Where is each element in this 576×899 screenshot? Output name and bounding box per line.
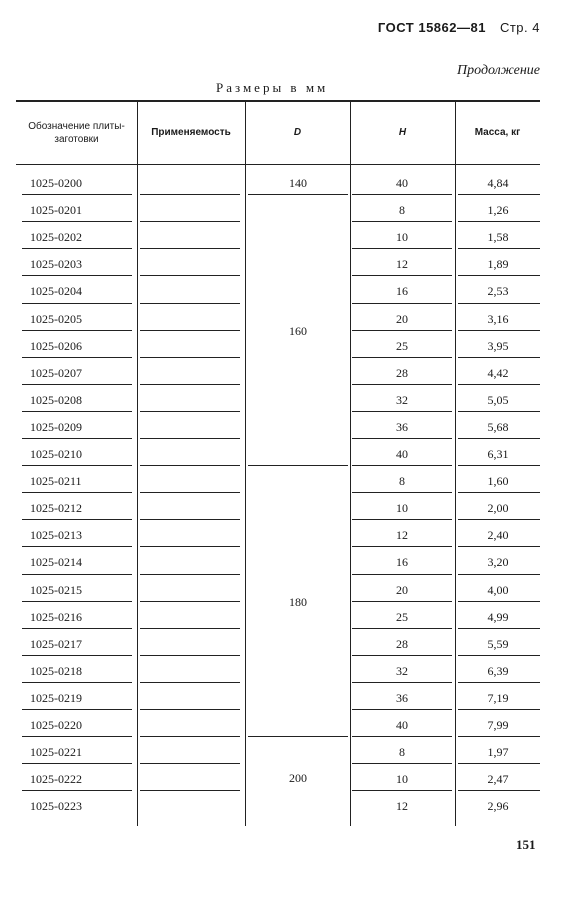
row-rule <box>352 790 452 791</box>
cell-d: 140 <box>289 176 307 190</box>
row-rule <box>22 736 132 737</box>
cell-designation: 1025-0218 <box>30 663 82 678</box>
cell-designation: 1025-0221 <box>30 745 82 760</box>
row-rule <box>140 303 240 304</box>
continuation-label: Продолжение <box>457 63 540 78</box>
cell-h: 36 <box>396 419 408 434</box>
row-rule <box>458 465 540 466</box>
row-rule <box>458 655 540 656</box>
page-header <box>378 20 540 35</box>
row-rule <box>22 763 132 764</box>
row-rule <box>22 628 132 629</box>
row-rule <box>458 248 540 249</box>
cell-mass: 5,05 <box>487 392 509 407</box>
column-header-h: H <box>398 127 407 138</box>
row-rule <box>458 574 540 575</box>
row-rule <box>22 492 132 493</box>
cell-d: 180 <box>289 594 307 609</box>
cell-designation: 1025-0207 <box>30 365 82 380</box>
row-rule <box>458 628 540 629</box>
cell-h: 10 <box>396 501 408 516</box>
units-caption: Размеры в мм <box>216 80 329 95</box>
cell-mass: 2,47 <box>487 772 509 787</box>
page-label: Стр. 4 <box>499 20 540 35</box>
cell-h: 25 <box>396 338 408 353</box>
cell-h: 8 <box>399 745 405 760</box>
cell-h: 32 <box>396 663 408 678</box>
cell-h: 8 <box>399 203 405 218</box>
row-rule <box>352 411 452 412</box>
cell-designation: 1025-0210 <box>30 447 82 461</box>
row-rule <box>22 330 132 331</box>
cell-mass: 1,89 <box>487 257 509 272</box>
cell-h: 10 <box>396 772 408 787</box>
cell-h: 12 <box>396 257 408 272</box>
cell-mass: 5,59 <box>487 636 509 651</box>
row-rule <box>22 465 132 466</box>
cell-designation: 1025-0222 <box>30 772 82 787</box>
row-rule <box>140 709 240 710</box>
cell-designation: 1025-0202 <box>30 230 82 245</box>
row-rule <box>352 330 452 331</box>
row-rule <box>352 546 452 547</box>
row-rule <box>140 546 240 547</box>
row-rule <box>22 709 132 710</box>
cell-mass: 7,99 <box>487 718 509 732</box>
cell-mass: 2,96 <box>487 799 509 814</box>
row-rule <box>352 763 452 764</box>
row-rule <box>140 574 240 575</box>
cell-designation: 1025-0211 <box>30 474 82 489</box>
cell-mass: 1,26 <box>487 203 509 218</box>
row-rule <box>22 384 132 385</box>
row-rule <box>458 519 540 520</box>
column-divider <box>137 101 138 826</box>
row-rule <box>140 790 240 791</box>
cell-mass: 2,00 <box>487 501 509 516</box>
cell-designation: 1025-0204 <box>30 284 82 299</box>
cell-h: 36 <box>396 690 408 705</box>
row-rule <box>140 275 240 276</box>
cell-mass: 3,95 <box>487 338 509 353</box>
row-rule <box>140 736 240 737</box>
row-rule <box>458 763 540 764</box>
row-rule <box>22 519 132 520</box>
cell-mass: 4,99 <box>487 609 509 624</box>
row-rule <box>140 465 240 466</box>
cell-h: 16 <box>396 284 408 299</box>
row-rule <box>22 438 132 439</box>
cell-mass: 2,53 <box>487 284 509 299</box>
cell-mass: 4,84 <box>487 176 509 190</box>
row-rule <box>352 601 452 602</box>
cell-designation: 1025-0216 <box>30 609 82 624</box>
cell-designation: 1025-0214 <box>30 555 82 570</box>
row-rule <box>140 357 240 358</box>
row-rule <box>140 519 240 520</box>
column-header-mass: Масса, кг <box>474 127 521 138</box>
cell-designation: 1025-0200 <box>30 176 82 190</box>
cell-designation: 1025-0217 <box>30 636 82 651</box>
group-rule <box>248 194 348 195</box>
cell-mass: 1,97 <box>487 745 509 760</box>
row-rule <box>140 411 240 412</box>
cell-designation: 1025-0203 <box>30 257 82 272</box>
cell-designation: 1025-0213 <box>30 528 82 543</box>
row-rule <box>458 546 540 547</box>
row-rule <box>22 248 132 249</box>
row-rule <box>458 384 540 385</box>
cell-h: 40 <box>396 718 408 732</box>
row-rule <box>352 736 452 737</box>
row-rule <box>352 492 452 493</box>
row-rule <box>140 384 240 385</box>
row-rule <box>352 709 452 710</box>
row-rule <box>458 601 540 602</box>
cell-designation: 1025-0208 <box>30 392 82 407</box>
row-rule <box>458 303 540 304</box>
row-rule <box>22 574 132 575</box>
row-rule <box>352 682 452 683</box>
row-rule <box>22 655 132 656</box>
cell-mass: 6,31 <box>487 447 509 461</box>
cell-h: 8 <box>399 474 405 489</box>
row-rule <box>458 411 540 412</box>
cell-designation: 1025-0223 <box>30 799 82 814</box>
cell-designation: 1025-0220 <box>30 718 82 732</box>
row-rule <box>352 519 452 520</box>
row-rule <box>140 655 240 656</box>
row-rule <box>140 763 240 764</box>
row-rule <box>22 275 132 276</box>
row-rule <box>140 492 240 493</box>
row-rule <box>22 221 132 222</box>
row-rule <box>140 628 240 629</box>
row-rule <box>458 194 540 195</box>
row-rule <box>352 248 452 249</box>
cell-designation: 1025-0212 <box>30 501 82 516</box>
row-rule <box>22 357 132 358</box>
row-rule <box>22 194 132 195</box>
cell-designation: 1025-0201 <box>30 203 82 218</box>
row-rule <box>140 682 240 683</box>
row-rule <box>22 303 132 304</box>
row-rule <box>458 492 540 493</box>
row-rule <box>352 303 452 304</box>
row-rule <box>22 411 132 412</box>
cell-h: 40 <box>396 176 408 190</box>
cell-designation: 1025-0209 <box>30 419 82 434</box>
row-rule <box>352 574 452 575</box>
row-rule <box>458 709 540 710</box>
standard-number: ГОСТ 15862—81 <box>377 20 486 35</box>
cell-h: 20 <box>396 311 408 326</box>
row-rule <box>458 221 540 222</box>
cell-h: 10 <box>396 230 408 245</box>
row-rule <box>22 790 132 791</box>
page-number: 151 <box>516 837 536 852</box>
column-divider <box>245 101 246 826</box>
row-rule <box>140 194 240 195</box>
column-header-applicability: Применяемость <box>151 127 231 138</box>
cell-d: 200 <box>289 770 307 785</box>
column-divider <box>455 101 456 826</box>
row-rule <box>22 682 132 683</box>
row-rule <box>140 221 240 222</box>
row-rule <box>458 736 540 737</box>
cell-h: 12 <box>396 528 408 543</box>
row-rule <box>140 438 240 439</box>
cell-mass: 1,60 <box>487 474 509 489</box>
row-rule <box>352 655 452 656</box>
cell-designation: 1025-0215 <box>30 582 82 597</box>
cell-mass: 7,19 <box>487 690 509 705</box>
row-rule <box>352 221 452 222</box>
cell-mass: 3,20 <box>487 555 509 570</box>
row-rule <box>22 546 132 547</box>
cell-mass: 2,40 <box>487 528 509 543</box>
cell-h: 28 <box>396 365 408 380</box>
row-rule <box>458 330 540 331</box>
row-rule <box>352 438 452 439</box>
group-rule <box>248 465 348 466</box>
column-divider <box>350 101 351 826</box>
cell-designation: 1025-0206 <box>30 338 82 353</box>
row-rule <box>458 357 540 358</box>
cell-h: 32 <box>396 392 408 407</box>
row-rule <box>140 248 240 249</box>
row-rule <box>352 357 452 358</box>
row-rule <box>458 438 540 439</box>
row-rule <box>458 682 540 683</box>
cell-h: 28 <box>396 636 408 651</box>
row-rule <box>22 601 132 602</box>
row-rule <box>352 384 452 385</box>
column-header-designation: Обозначение плиты-заготовки <box>28 120 125 145</box>
row-rule <box>140 601 240 602</box>
column-header-d: D <box>293 127 302 138</box>
cell-h: 25 <box>396 609 408 624</box>
row-rule <box>458 790 540 791</box>
row-rule <box>352 465 452 466</box>
cell-mass: 6,39 <box>487 663 509 678</box>
row-rule <box>140 330 240 331</box>
cell-mass: 4,00 <box>487 582 509 597</box>
cell-mass: 1,58 <box>487 230 509 245</box>
row-rule <box>352 275 452 276</box>
row-rule <box>352 194 452 195</box>
cell-h: 20 <box>396 582 408 597</box>
cell-mass: 3,16 <box>487 311 509 326</box>
row-rule <box>458 275 540 276</box>
cell-designation: 1025-0219 <box>30 690 82 705</box>
cell-mass: 5,68 <box>487 419 509 434</box>
cell-mass: 4,42 <box>487 365 509 380</box>
group-rule <box>248 736 348 737</box>
cell-d: 160 <box>289 323 307 338</box>
cell-designation: 1025-0205 <box>30 311 82 326</box>
cell-h: 12 <box>396 799 408 814</box>
cell-h: 16 <box>396 555 408 570</box>
table-header-rule <box>16 164 540 165</box>
cell-h: 40 <box>396 447 408 461</box>
row-rule <box>352 628 452 629</box>
